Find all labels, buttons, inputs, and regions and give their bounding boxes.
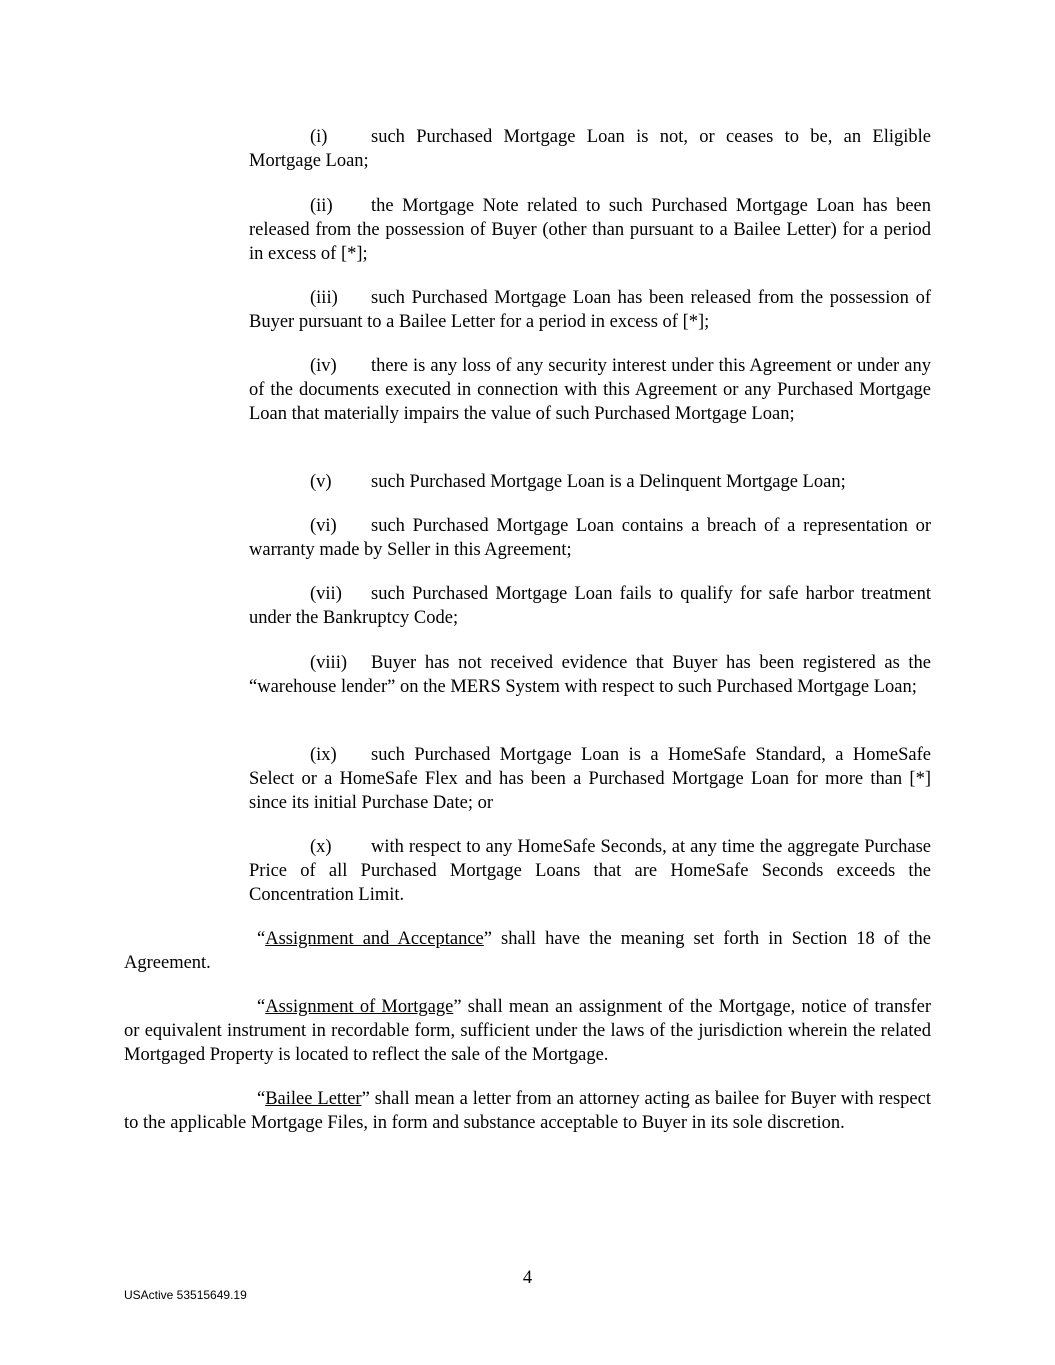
- item-text: such Purchased Mortgage Loan is not, or ceases to be, an Eligible Mortgage Loan;: [249, 127, 931, 171]
- definition-assignment-and-acceptance: [124, 927, 931, 975]
- item-text: there is any loss of any security interest under this Agreement or under any of the documents executed in connection with this Agreement or any Purchased Mortgage Loan that materially impairs the value of such Purchased Mortgage Loan;: [249, 356, 931, 424]
- defined-term: Assignment of Mortgage: [265, 997, 454, 1017]
- list-item-vii: [249, 582, 931, 630]
- definition-text: ” shall mean an assignment of the Mortgage, notice of transfer or equivalent instrument in recordable form, sufficient under the laws of the jurisdiction wherein the related Mortgaged Property is located to reflect the sale of the Mortgage.: [124, 997, 931, 1065]
- list-item-v: [249, 470, 931, 494]
- list-item-iv: [249, 354, 931, 426]
- item-number: (v): [310, 472, 332, 492]
- list-item-ix: [249, 743, 931, 815]
- open-quote: “: [257, 929, 266, 949]
- item-number: (viii): [310, 653, 347, 673]
- item-number: (i): [310, 127, 328, 147]
- item-number: (x): [310, 837, 332, 857]
- open-quote: “: [257, 1089, 266, 1109]
- list-item-x: [249, 835, 931, 907]
- item-text: such Purchased Mortgage Loan contains a breach of a representation or warranty made by Seller in this Agreement;: [249, 516, 931, 560]
- definition-assignment-of-mortgage: [124, 995, 931, 1067]
- defined-term: Assignment and Acceptance: [265, 929, 484, 949]
- list-item-vi: [249, 514, 931, 562]
- defined-term: Bailee Letter: [265, 1089, 362, 1109]
- item-number: (ix): [310, 745, 337, 765]
- item-number: (vii): [310, 584, 342, 604]
- list-item-iii: [249, 286, 931, 334]
- item-number: (vi): [310, 516, 337, 536]
- item-text: such Purchased Mortgage Loan has been released from the possession of Buyer pursuant to a Bailee Letter for a period in excess of [*];: [249, 288, 931, 332]
- definition-text: ” shall mean a letter from an attorney acting as bailee for Buyer with respect to the applicable Mortgage Files, in form and substance acceptable to Buyer in its sole discretion.: [124, 1089, 931, 1133]
- item-text: Buyer has not received evidence that Buyer has been registered as the “warehouse lender” on the MERS System with respect to such Purchased Mortgage Loan;: [249, 653, 931, 697]
- open-quote: “: [257, 997, 266, 1017]
- definition-bailee-letter: [124, 1087, 931, 1135]
- document-id: USActive 53515649.19: [124, 1288, 247, 1302]
- item-text: the Mortgage Note related to such Purchased Mortgage Loan has been released from the possession of Buyer (other than pursuant to a Bailee Letter) for a period in excess of [*];: [249, 196, 931, 264]
- list-item-ii: [249, 194, 931, 266]
- item-text: such Purchased Mortgage Loan is a Delinquent Mortgage Loan;: [371, 472, 846, 492]
- list-item-viii: [249, 651, 931, 699]
- item-number: (iii): [310, 288, 338, 308]
- item-text: with respect to any HomeSafe Seconds, at any time the aggregate Purchase Price of all Purchased Mortgage Loans that are HomeSafe Seconds exceeds the Concentration Limit.: [249, 837, 931, 905]
- definition-text: ” shall have the meaning set forth in Section 18 of the Agreement.: [124, 929, 931, 973]
- list-item-i: [249, 125, 931, 173]
- item-number: (iv): [310, 356, 337, 376]
- item-text: such Purchased Mortgage Loan is a HomeSafe Standard, a HomeSafe Select or a HomeSafe Flex and has been a Purchased Mortgage Loan for more than [*] since its initial Purchase Date; or: [249, 745, 931, 813]
- page-number: 4: [522, 1268, 533, 1288]
- item-text: such Purchased Mortgage Loan fails to qualify for safe harbor treatment under the Bankruptcy Code;: [249, 584, 931, 628]
- item-number: (ii): [310, 196, 333, 216]
